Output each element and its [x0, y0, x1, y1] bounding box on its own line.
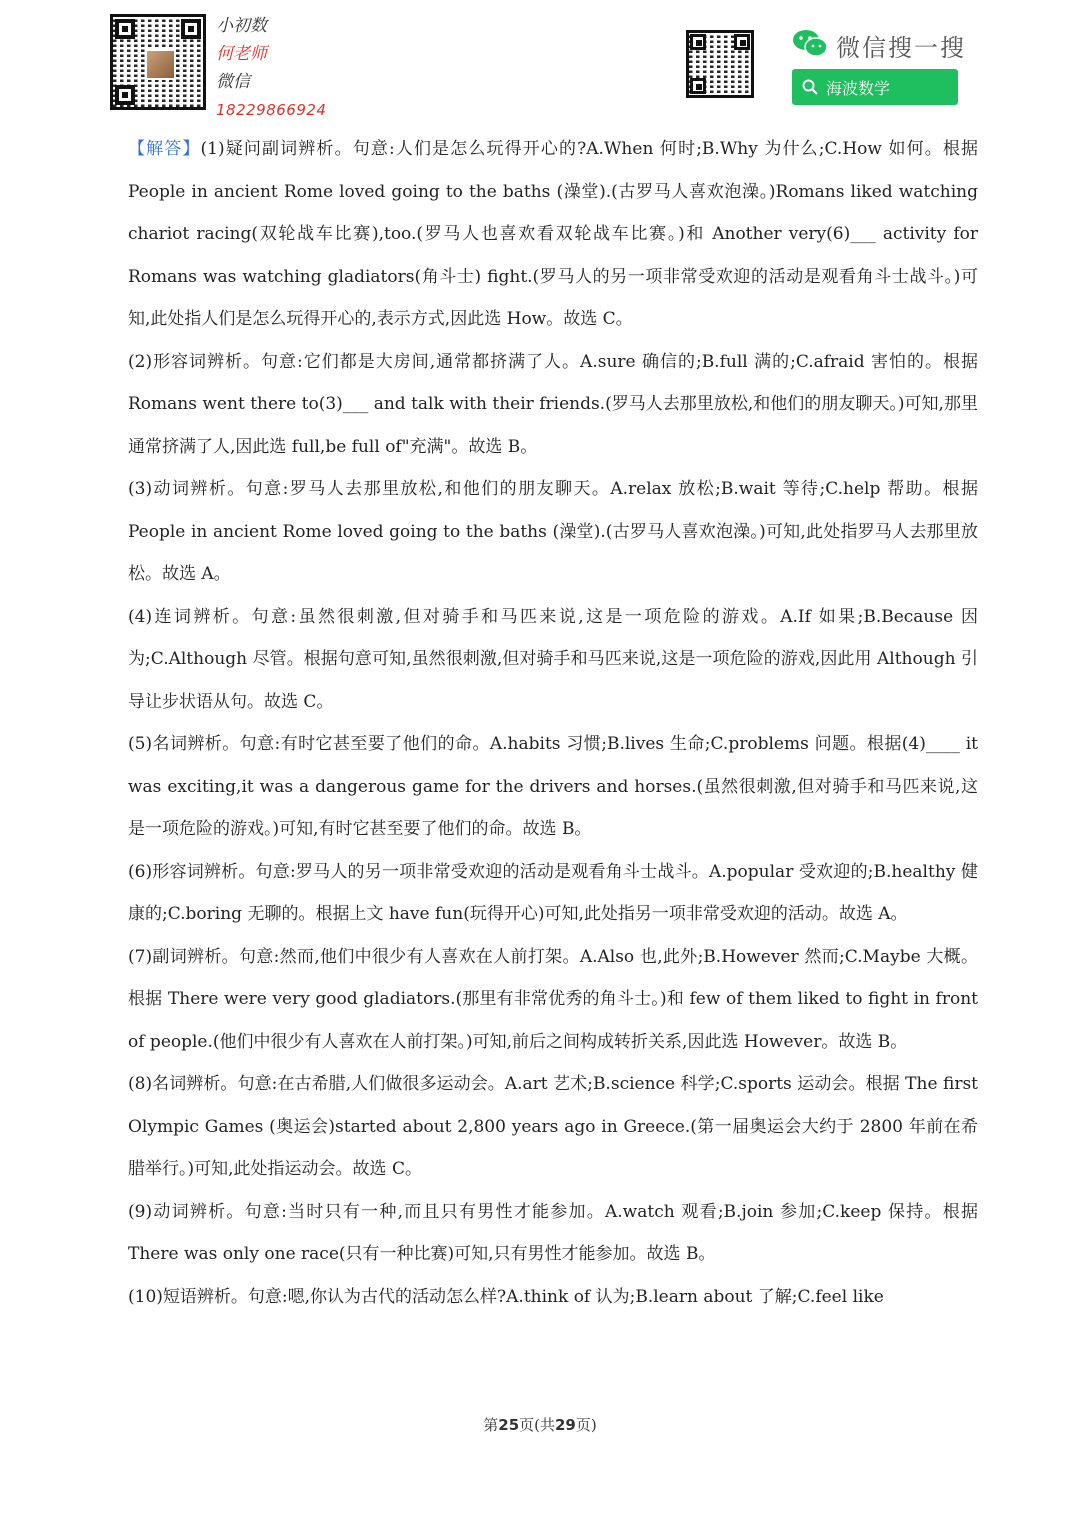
page-number: 25 [498, 1416, 520, 1434]
footer-text: 页) [575, 1416, 597, 1434]
answer-paragraph: (9)动词辨析。句意:当时只有一种,而且只有男性才能参加。A.watch 观看;B.join 参加;C.keep 保持。根据 There was only one race(只有一种比赛)可知,只有男性才能参加。故选 B。 [128, 1201, 978, 1264]
answer-paragraph: (4)连词辨析。句意:虽然很刺激,但对骑手和马匹来说,这是一项危险的游戏。A.If 如果;B.Because 因为;C.Although 尽管。根据句意可知,虽然很刺激,但对骑手和马匹来说,这是一项危险的游戏,因此用 Although 引导让步状语从句。故选 C。 [128, 606, 978, 712]
answer-paragraph: (5)名词辨析。句意:有时它甚至要了他们的命。A.habits 习惯;B.lives 生命;C.problems 问题。根据(4)____ it was exciting,it was a dangerous game for the drivers and horses.(虽然很刺激,但对骑手和马匹来说,这是一项危险的游戏。)可知,有时它甚至要了他们的命。故选 B。 [128, 734, 978, 839]
answer-tag: 【解答】 [128, 139, 201, 159]
wechat-logo-icon [792, 28, 828, 58]
footer-text: 第 [483, 1416, 499, 1434]
contact-info [216, 12, 326, 124]
answer-paragraph: (3)动词辨析。句意:罗马人去那里放松,和他们的朋友聊天。A.relax 放松;B.wait 等待;C.help 帮助。根据 People in ancient Rome loved going to the baths (澡堂).(古罗马人喜欢泡澡。)可知,此处指罗马人去那里放松。故选 A。 [128, 479, 978, 584]
answer-paragraph: (2)形容词辨析。句意:它们都是大房间,通常都挤满了人。A.sure 确信的;B.full 满的;C.afraid 害怕的。根据 Romans went there to(3)___ and talk with their friends.(罗马人去那里放松,和他们的朋友聊天。)可知,那里通常挤满了人,因此选 full,be full of"充满"。故选 B。 [128, 351, 978, 457]
answer-paragraph: (10)短语辨析。句意:嗯,你认为古代的活动怎么样?A.think of 认为;B.learn about 了解;C.feel like [128, 1286, 884, 1307]
contact-phone: 18229866924 [216, 101, 327, 119]
search-icon [802, 79, 818, 95]
qr-code-icon [110, 14, 206, 110]
contact-line: 何老师 [216, 44, 267, 64]
page-total: 29 [555, 1416, 576, 1434]
contact-line: 微信 [216, 72, 250, 92]
answer-paragraph: (6)形容词辨析。句意:罗马人的另一项非常受欢迎的活动是观看角斗士战斗。A.popular 受欢迎的;B.healthy 健康的;C.boring 无聊的。根据上文 have fun(玩得开心)可知,此处指另一项非常受欢迎的活动。故选 A。 [128, 861, 978, 924]
paragraph-text: (1)疑问副词辨析。句意:人们是怎么玩得开心的?A.When 何时;B.Why 为什么;C.How 如何。根据 People in ancient Rome loved going to the baths (澡堂).(古罗马人喜欢泡澡。)Romans liked watching chariot racing(双轮战车比赛),too.(罗马人也喜欢看双轮战车比赛。)和 Another very(6)___ activity for Romans was watching gladiators(角斗士) fight.(罗马人的另一项非常受欢迎的活动是观看角斗士战斗。)可知,此处指人们是怎么玩得开心的,表示方式,因此选 How。故选 C。 [128, 139, 979, 329]
page-footer [0, 1414, 1080, 1435]
contact-line: 小初数 [216, 16, 267, 36]
answer-paragraph [128, 128, 978, 341]
search-label: 海波数学 [826, 78, 891, 98]
answer-paragraph: (7)副词辨析。句意:然而,他们中很少有人喜欢在人前打架。A.Also 也,此外;B.However 然而;C.Maybe 大概。根据 There were very good gladiators.(那里有非常优秀的角斗士。)和 few of them liked to fight in front of people.(他们中很少有人喜欢在人前打架。)可知,前后之间构成转折关系,因此选 However。故选 B。 [128, 946, 978, 1052]
avatar [145, 49, 176, 80]
answer-paragraph: (8)名词辨析。句意:在古希腊,人们做很多运动会。A.art 艺术;B.science 科学;C.sports 运动会。根据 The first Olympic Games (奥运会)started about 2,800 years ago in Greece.(第一届奥运会大约于 2800 年前在希腊举行。)可知,此处指运动会。故选 C。 [128, 1074, 978, 1179]
footer-text: 页(共 [519, 1416, 555, 1434]
wechat-search-title: 微信搜一搜 [836, 34, 966, 62]
qr-code-icon [686, 30, 754, 98]
answer-content [128, 128, 978, 1318]
search-button[interactable] [792, 69, 958, 105]
